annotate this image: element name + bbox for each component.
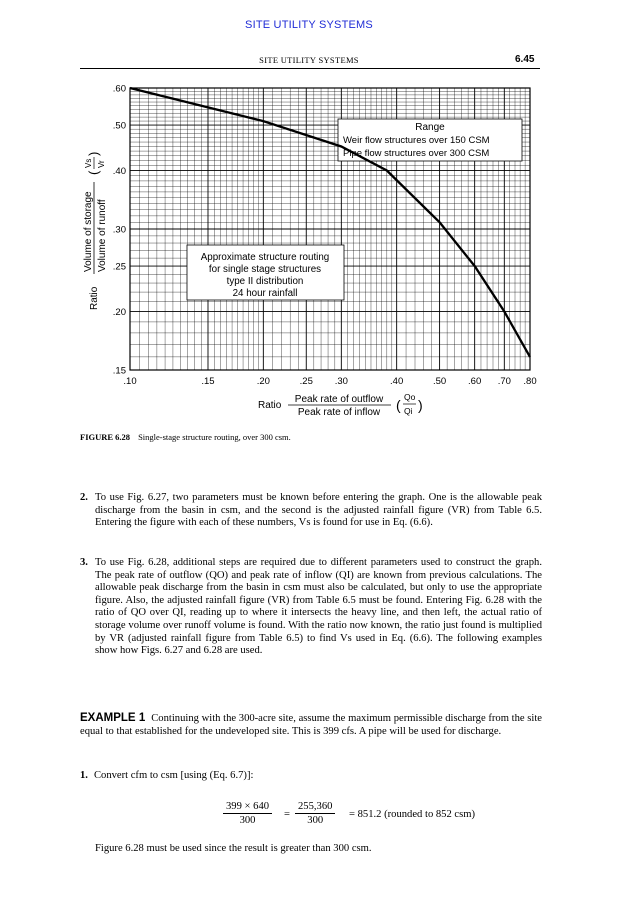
y-sym-num: Vs — [84, 158, 93, 168]
x-sym-den: Qi — [404, 406, 413, 416]
equation-fraction-2 — [295, 801, 335, 826]
item-number: 2. — [80, 492, 88, 503]
fraction-denominator: 300 — [239, 815, 256, 826]
y-ratio-label: Ratio — [89, 286, 100, 310]
y-paren-open: ( — [86, 170, 101, 175]
caption-label: FIGURE 6.28 — [80, 432, 131, 442]
x-tick-label: .15 — [201, 376, 215, 387]
legend-line-weir: Weir flow structures over 150 CSM — [343, 135, 490, 146]
closing-sentence: Figure 6.28 must be used since the result is greater than 300 csm. — [95, 843, 372, 854]
legend-title: Range — [415, 122, 445, 133]
step-text: Convert cfm to csm [using (Eq. 6.7)]: — [93, 770, 254, 781]
example-text: Continuing with the 300-acre site, assume the maximum permissible discharge from the site equal to that established for the undeveloped site. This is 399 cfs. A pipe will be used for discharge. — [80, 713, 542, 737]
x-num-label: Peak rate of outflow — [294, 394, 384, 405]
note-line-4: 24 hour rainfall — [232, 288, 298, 299]
note-line-3: type II distribution — [226, 276, 304, 287]
x-tick-label: .80 — [523, 376, 537, 387]
x-tick-label: .20 — [256, 376, 270, 387]
item-text: To use Fig. 6.28, additional steps are required due to different parameters used to construct the graph. The peak rate of outflow (QO) and peak rate of inflow (QI) are known from previous calculations. The allowable peak discharge from the basin in csm must also be calculated, but only to use the appropriate figure. Also, the adjusted rainfall figure (VR) from Table 6.5 must be found. Entering Fig. 6.28 with the ratio of QO over QI, reading up to where it intersects the heavy line, and then left, the actual ratio of storage volume over runoff volume is found. With the ratio now known, the ratio just found is multiplied by VR (adjusted rainfall figure from Table 6.5) to find Vs used in Eq. (6.6). The following examples show how Figs. 6.27 and 6.28 are used. — [95, 557, 542, 657]
x-tick-label: .10 — [123, 376, 137, 387]
y-tick-label: .50 — [112, 120, 126, 132]
y-tick-label: .25 — [112, 261, 126, 273]
y-den-label: Volume of runoff — [97, 199, 108, 272]
y-tick-label: .20 — [112, 306, 126, 318]
x-tick-label: .25 — [299, 376, 313, 387]
fraction-denominator: 300 — [307, 815, 324, 826]
example-paragraph — [80, 712, 542, 738]
y-axis-label — [83, 152, 108, 310]
y-tick-label: .15 — [112, 365, 126, 377]
x-den-label: Peak rate of inflow — [297, 407, 381, 418]
equation-equals: = — [284, 809, 290, 820]
x-tick-label: .30 — [334, 376, 348, 387]
legend-line-pipe: Pipe flow structures over 300 CSM — [343, 148, 490, 159]
item-text: To use Fig. 6.27, two parameters must be known before entering the graph. One is the allowable peak discharge from the basin in csm, and the second is the adjusted rainfall figure (VR) from Table 6.5. Entering the figure with each of these numbers, Vs is found for use in Eq. (6.6). — [95, 492, 542, 529]
step-number: 1. — [80, 770, 88, 781]
y-tick-label: .30 — [112, 224, 126, 236]
figure-caption — [80, 432, 291, 442]
x-tick-label: .40 — [390, 376, 404, 387]
item-number: 3. — [80, 557, 88, 568]
x-tick-label: .50 — [432, 376, 447, 387]
running-head: SITE UTILITY SYSTEMS — [259, 55, 359, 65]
note-line-2: for single stage structures — [208, 264, 322, 275]
x-tick-label: .70 — [497, 376, 511, 387]
list-item-3 — [80, 557, 542, 658]
y-tick-label: .40 — [112, 165, 126, 177]
figure-chart — [0, 0, 618, 420]
step-1 — [80, 770, 253, 781]
y-paren-close: ) — [86, 151, 101, 156]
x-ratio-label: Ratio — [258, 400, 282, 411]
equation-result: = 851.2 (rounded to 852 csm) — [349, 809, 476, 820]
x-sym-num: Qo — [404, 392, 416, 402]
y-tick-label: .60 — [112, 83, 126, 95]
equation-fraction-1 — [223, 801, 272, 826]
banner-title: SITE UTILITY SYSTEMS — [245, 19, 373, 31]
y-num-label: Volume of storage — [83, 191, 94, 272]
fraction-numerator: 255,360 — [295, 801, 335, 814]
x-paren-open: ( — [396, 397, 401, 413]
page-number: 6.45 — [515, 54, 535, 65]
x-paren-close: ) — [418, 397, 423, 413]
list-item-2 — [80, 492, 542, 530]
note-line-1: Approximate structure routing — [200, 252, 330, 263]
y-sym-den: Vr — [97, 160, 106, 168]
caption-text: Single-stage structure routing, over 300 csm. — [138, 432, 291, 442]
x-tick-label: .60 — [468, 376, 482, 387]
example-heading: EXAMPLE 1 — [80, 712, 146, 724]
fraction-numerator: 399 × 640 — [223, 801, 272, 814]
